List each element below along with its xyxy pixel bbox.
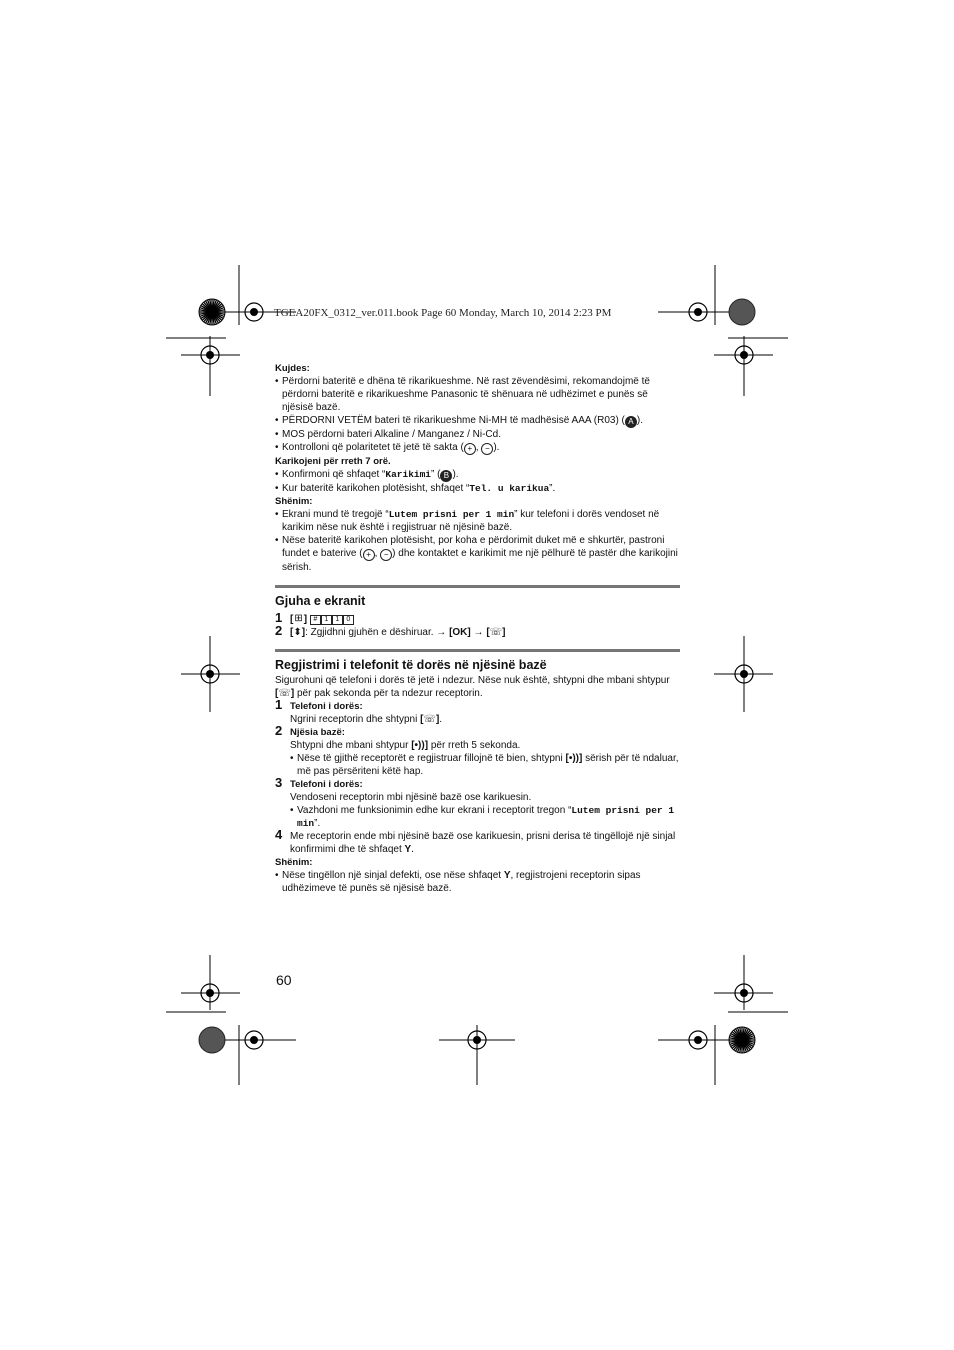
reg-step-2-bullet: • Nëse të gjithë receptorët e regjistruar fillojnë të bien, shtypni [•))] sërish për të ndaluar, më pas përsëriteni këtë hap. (275, 752, 680, 778)
shenim-heading: Shënim: (275, 496, 313, 507)
kujdes-b2-end: ). (636, 415, 643, 426)
s2-b1-text: Nëse të gjithë receptorët e regjistruar fillojnë të bien, shtypni (297, 753, 566, 764)
shenim-b1-text: Ekrani mund të tregojë “ (282, 509, 389, 520)
s2-end: për rreth 5 sekonda. (428, 740, 521, 751)
step-number: 2 (275, 623, 283, 638)
digit-key: 0 (343, 615, 354, 625)
intro-text: Sigurohuni që telefoni i dorës të jetë i ndezur. Nëse nuk është, shtypni dhe mbani shtypur (275, 675, 670, 686)
section-gjuha (275, 585, 680, 639)
step-number: 1 (275, 697, 283, 712)
karikoni-heading: Karikojeni për rreth 7 orë. (275, 456, 391, 467)
reg-step-3 (275, 775, 680, 804)
menu-key-icon: ⊞ (294, 613, 303, 624)
navigation-key-icon: ⬍ (293, 627, 302, 638)
step-heading: Telefoni i dorës: (290, 779, 363, 790)
off-key-icon: ☏ (423, 714, 436, 725)
karikoni-bullet-2 (275, 482, 680, 495)
section-regjistrimi (275, 649, 680, 895)
kujdes-b4-text: Kontrolloni që polaritetet të jetë të sakta ( (282, 442, 464, 453)
reg-step-4 (275, 827, 680, 856)
intro-end: për pak sekonda për ta ndezur receptorin. (294, 688, 483, 699)
plus-icon: + (464, 443, 476, 455)
kujdes-b4-sep: , (475, 442, 482, 453)
s1-text: Ngrini receptorin dhe shtypni (290, 714, 421, 725)
shenim-bullet-1 (275, 508, 680, 534)
reg-step-1 (275, 697, 680, 726)
step-heading: Njësia bazë: (290, 727, 345, 738)
kujdes-bullet-3: • MOS përdorni bateri Alkaline / Manganez / Ni-Cd. (275, 428, 680, 441)
karikoni-b1-mid: ” ( (431, 469, 441, 480)
shenim-bullet-2 (275, 534, 680, 574)
shenim2-heading: Shënim: (275, 857, 313, 868)
page-number: 60 (276, 972, 292, 988)
step-heading: Telefoni i dorës: (290, 701, 363, 712)
shenim-b1-end: ” kur telefoni i dorës vendoset në karikim nëse nuk është i regjistruar në njësinë bazë. (282, 509, 660, 533)
step-text: Ngrini receptorin dhe shtypni [☏]. (290, 714, 443, 725)
kujdes-bullet-4 (275, 441, 680, 455)
display-text: Tel. u karikua (469, 483, 550, 494)
digit-key: 1 (321, 615, 332, 625)
minus-icon: − (380, 549, 392, 561)
step-number: 1 (275, 610, 283, 625)
s2-text: Shtypni dhe mbani shtypur (290, 740, 412, 751)
shenim-b2-text: Nëse bateritë karikohen plotësisht, por koha e përdorimit duket më e shkurtër, pastroni fundet e baterive ( (282, 535, 665, 559)
karikoni-b2-end: ”. (549, 483, 556, 494)
step-text (290, 830, 680, 856)
locator-key-icon: •)) (568, 753, 579, 764)
shenim2-b1-text: Nëse tingëllon një sinjal defekti, ose nëse shfaqet (282, 870, 504, 881)
kujdes-b4-end: ). (493, 442, 500, 453)
reg-step-2 (275, 723, 680, 752)
minus-icon: − (481, 443, 493, 455)
book-header-line: TGEA20FX_0312_ver.011.book Page 60 Monday, March 10, 2014 2:23 PM (274, 307, 612, 319)
gjuha-step-2: 2 [⬍]: Zgjidhni gjuhën e dëshiruar. → [OK] → [☏] (275, 623, 506, 638)
shenim-b2-sep: , (374, 548, 381, 559)
reg-step-3-bullet (275, 804, 680, 830)
digit-key: 1 (332, 615, 343, 625)
section-title: Regjistrimi i telefonit të dorës në njësinë bazë (275, 658, 547, 672)
kujdes-bullet-1: • Përdorni bateritë e dhëna të rikarikueshme. Në rast zëvendësimi, rekomandojmë të përdorni bateritë e rikarikueshme Panasonic të shënuara në udhëzimet e punës së njësisë bazë. (275, 375, 680, 414)
s4-text: Me receptorin ende mbi njësinë bazë ose karikuesin, prisni derisa të tingëllojë një sinjal konfirmimi dhe të shfaqet (290, 831, 676, 855)
s4-end: . (411, 844, 414, 855)
s3-b1-end: ”. (314, 818, 321, 829)
plus-icon: + (363, 549, 375, 561)
s3-b1-text: Vazhdoni me funksionimin edhe kur ekrani i receptorit tregon “ (297, 805, 572, 816)
gjuha-step2-text: : Zgjidhni gjuhën e dëshiruar. (305, 627, 434, 638)
arrow-right-icon: → (473, 627, 484, 638)
hash-key: # (310, 615, 321, 625)
shenim2-bullet-1 (275, 869, 680, 895)
karikoni-b1-end: ). (452, 469, 459, 480)
gjuha-step-1: 1 [⊞] # 1 1 0 (275, 613, 680, 626)
antenna-flashing-icon: Y (503, 870, 511, 881)
shenim-b2-end: ) dhe kontaktet e karikimit me një pëlhurë të pastër dhe karikojini sërish. (282, 548, 678, 573)
kujdes-bullet-2 (275, 414, 680, 428)
s2-b1-end: sërish për të ndaluar, më pas përsëriteni këtë hap. (297, 753, 679, 777)
ok-key: OK (452, 627, 468, 638)
arrow-right-icon: → (436, 627, 447, 638)
kujdes-b2-text: PËRDORNI VETËM bateri të rikarikueshme Ni-MH të madhësisë AAA (R03) ( (282, 415, 625, 426)
locator-key-icon: •)) (414, 740, 425, 751)
step-text: Shtypni dhe mbani shtypur [•))] për rreth 5 sekonda. (290, 740, 521, 751)
regjistrimi-intro: Sigurohuni që telefoni i dorës të jetë i ndezur. Nëse nuk është, shtypni dhe mbani shtypur [☏] për pak sekonda për ta ndezur receptorin. (275, 675, 670, 699)
antenna-icon: Y (404, 844, 412, 855)
off-key-icon: ☏ (278, 688, 291, 699)
step-number: 3 (275, 775, 283, 790)
display-text: Lutem prisni per 1 min (388, 509, 515, 520)
display-text: Karikimi (385, 469, 431, 480)
shenim2-b1-end: , regjistrojeni receptorin sipas udhëzimeve të punës së njësisë bazë. (282, 870, 641, 894)
karikoni-b1-text: Konfirmoni që shfaqet “ (282, 469, 386, 480)
karikoni-bullet-1 (275, 468, 680, 482)
marker-b-icon: B (440, 470, 452, 482)
kujdes-heading: Kujdes: (275, 363, 310, 374)
step-number: 4 (275, 827, 283, 842)
off-key-icon: ☏ (489, 627, 503, 638)
step-text: Vendoseni receptorin mbi njësinë bazë ose karikuesin. (290, 792, 532, 803)
display-text: Lutem prisni per 1 min (297, 805, 675, 829)
s1-end: . (439, 714, 443, 725)
karikoni-b2-text: Kur bateritë karikohen plotësisht, shfaqet “ (282, 483, 470, 494)
marker-a-icon: A (625, 416, 637, 428)
section-title: Gjuha e ekranit (275, 594, 366, 608)
page-content (275, 362, 680, 895)
step-number: 2 (275, 723, 283, 738)
